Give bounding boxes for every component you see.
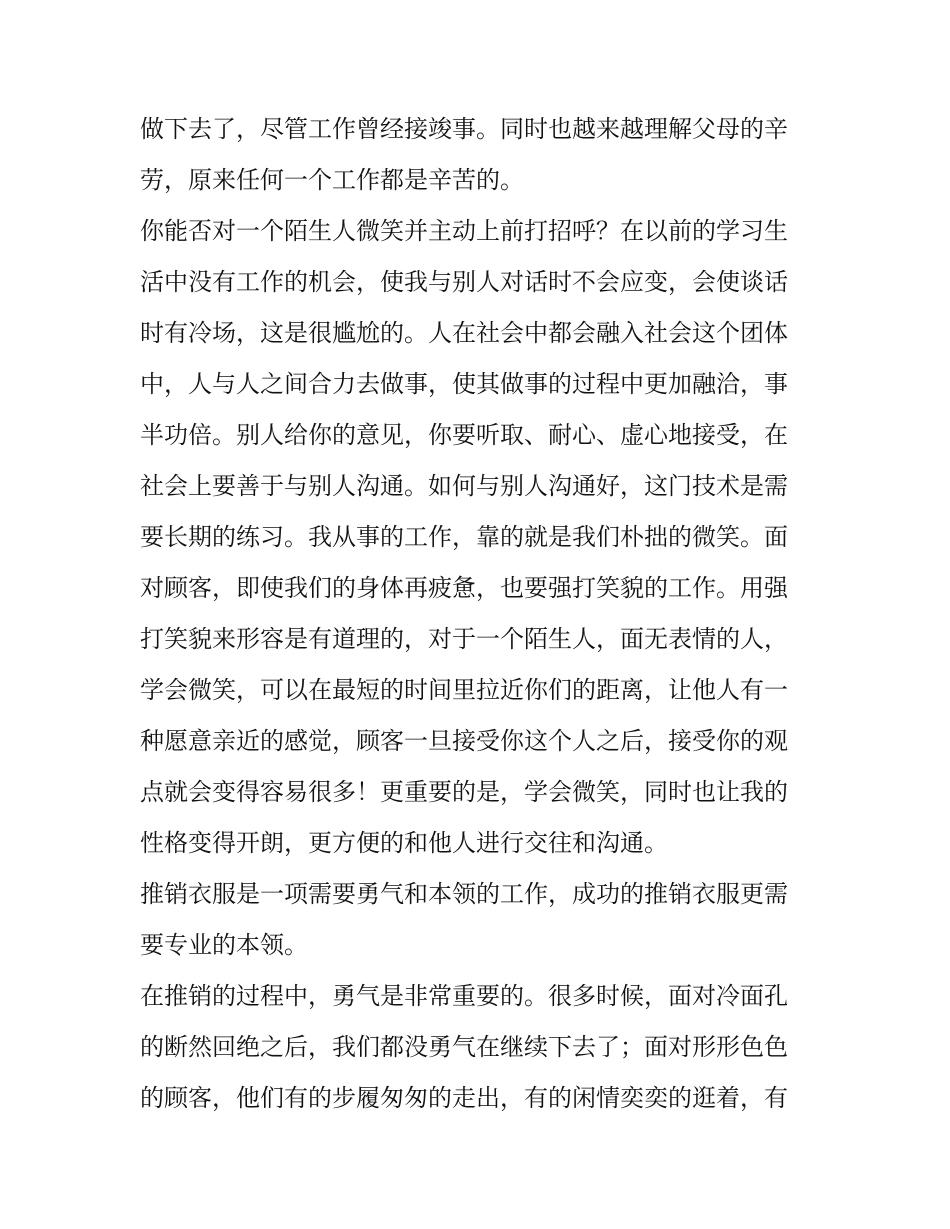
text-line: 性格变得开朗，更方便的和他人进行交往和沟通。 [140,829,668,857]
text-line: 推销衣服是一项需要勇气和本领的工作，成功的推销衣服更需 [140,880,788,908]
text-line: 你能否对一个陌生人微笑并主动上前打招呼？在以前的学习生 [140,217,788,245]
text-line: 劳，原来任何一个工作都是辛苦的。 [140,166,524,194]
document-body [140,104,812,1124]
text-line: 做下去了，尽管工作曾经接竣事。同时也越来越理解父母的辛 [140,115,788,143]
text-line: 半功倍。别人给你的意见，你要听取、耐心、虚心地接受，在 [140,421,788,449]
text-line: 时有冷场，这是很尴尬的。人在社会中都会融入社会这个团体 [140,319,788,347]
text-line: 要专业的本领。 [140,931,308,959]
text-line: 的顾客，他们有的步履匆匆的走出，有的闲情奕奕的逛着，有 [140,1084,788,1112]
text-line: 点就会变得容易很多！更重要的是，学会微笑，同时也让我的 [140,778,788,806]
text-line: 要长期的练习。我从事的工作，靠的就是我们朴拙的微笑。面 [140,523,788,551]
text-line: 对顾客，即使我们的身体再疲惫，也要强打笑貌的工作。用强 [140,574,788,602]
text-line: 学会微笑，可以在最短的时间里拉近你们的距离，让他人有一 [140,676,788,704]
text-line: 打笑貌来形容是有道理的，对于一个陌生人，面无表情的人， [140,625,788,653]
text-line: 的断然回绝之后，我们都没勇气在继续下去了；面对形形色色 [140,1033,788,1061]
text-line: 种愿意亲近的感觉，顾客一旦接受你这个人之后，接受你的观 [140,727,788,755]
text-line: 在推销的过程中，勇气是非常重要的。很多时候，面对冷面孔 [140,982,788,1010]
text-line: 活中没有工作的机会，使我与别人对话时不会应变，会使谈话 [140,268,788,296]
text-line: 中，人与人之间合力去做事，使其做事的过程中更加融洽，事 [140,370,788,398]
text-line: 社会上要善于与别人沟通。如何与别人沟通好，这门技术是需 [140,472,788,500]
